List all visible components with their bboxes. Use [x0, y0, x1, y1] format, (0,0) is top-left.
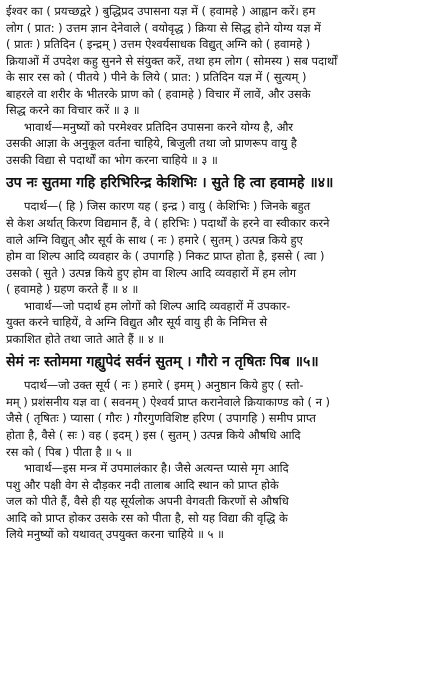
text-line: प्रकाशित होते तथा जाते आते हैं ॥ ४ ॥: [6, 331, 165, 346]
padartha-block-5: [6, 377, 417, 460]
bhavartha-block-4: [6, 298, 417, 348]
text-line: आदि को प्राप्त होकर उसके रस को पीता है, सो यह विद्या की वृद्धि के: [6, 510, 288, 525]
text-line: पशु और पक्षी वेग से दौड़कर नदी तालाब आदि स्थान को प्राप्त होके: [6, 477, 279, 492]
bhavartha-block-3: [6, 119, 417, 169]
text-line: जैसे ( तृषितः ) प्यासा ( गौरः ) गौरगुणविशिष्ट हरिण ( उपागहि ) समीप प्राप्त: [6, 411, 316, 426]
text-line: होम वा शिल्प आदि व्यवहार के ( उपागहि ) निकट प्राप्त होता है, इससे ( त्वा ): [6, 249, 325, 264]
text-line: ( प्रातः ) प्रतिदिन ( इन्द्रम् ) उत्तम ऐश्वर्यसाधक विद्युत् अग्नि को ( हवामहे ): [6, 37, 311, 52]
text-line: भावार्थ—मनुष्यों को परमेश्वर प्रतिदिन उपासना करने योग्य है, और: [24, 119, 294, 134]
mantra-verse-5: सेमं नः स्तोममा गह्युपेदं सर्वनं सुतम् । गौरो न तृषितः पिब ॥५॥: [6, 354, 319, 371]
text-line: उसको ( सुते ) उत्पन्न किये हुए होम वा शिल्प आदि व्यवहारों में हम लोग: [6, 265, 296, 280]
padartha-block-4: [6, 198, 417, 297]
text-line: ईश्वर का ( प्रयच्छद्वरे ) बुद्धिप्रद उपासना यज्ञ में ( हवामहे ) आह्वान करें। हम: [6, 4, 316, 18]
mantra-verse-4: उप नः सुतमा गहि हरिभिरिन्द्र केशिभिः । सुते हि त्वा हवामहे ॥४॥: [6, 175, 334, 192]
bhavartha-block-5: [6, 460, 417, 543]
text-line: पदार्थ—जो उक्त सूर्य ( नः ) हमारे ( इमम् ) अनुष्ठान किये हुए ( स्तो-: [24, 378, 304, 393]
text-line: रस को ( पिब ) पीता है ॥ ५ ॥: [6, 444, 132, 459]
text-line: भावार्थ—इस मन्त्र में उपमालंकार है। जैसे अत्यन्त प्यासे मृग आदि: [24, 461, 289, 476]
padartha-block-3: [6, 3, 417, 119]
text-line: के सार रस को ( पीतये ) पीने के लिये ( प्रात: ) प्रतिदिन यज्ञ में ( सुत्यम् ): [6, 70, 307, 85]
text-line: लिये मनुष्यों को यथावत् उपयुक्त करना चाहिये ॥ ५ ॥: [6, 527, 224, 542]
text-line: युक्त करने चाहियें, वे अग्नि विद्युत और सूर्य वायु ही के निमित्त से: [6, 315, 268, 330]
text-line: क्रियाओं में उपदेश कहु सुनने से संयुक्त करें, तथा हम लोग ( सोमस्य ) सब पदार्थों: [6, 53, 338, 68]
text-line: उसकी विद्या से पदार्थों का भोग करना चाहिये ॥ ३ ॥: [6, 152, 218, 167]
text-line: बाहरले वा शरीर के भीतरके प्राण को ( हवामहे ) विचार में लावें, और उसके: [6, 86, 311, 101]
text-line: ( हवामहे ) ग्रहण करते हैं ॥ ४ ॥: [6, 282, 139, 297]
text-line: मम् ) प्रशंसनीय यज्ञ वा ( सवनम् ) ऐश्वर्य प्राप्त करानेवाले क्रियाकाण्ड को ( न ): [6, 394, 330, 409]
text-line: वाले अग्नि विद्युत् और सूर्य के साथ ( नः ) हमारे ( सुतम् ) उत्पन्न किये हुए: [6, 232, 303, 247]
text-line: उसकी आज्ञा के अनुकूल वर्तना चाहिये, बिजुली तथा जो प्राणरूप वायु है: [6, 136, 297, 151]
text-line: सिद्ध करने का विचार करें ॥ ३ ॥: [6, 103, 140, 118]
text-line: जल को पीते हैं, वैसे ही यह सूर्यलोक अपनी वेगवती किरणों से औषधि: [6, 494, 289, 509]
text-line: होता है, वैसे ( सः ) वह ( इदम् ) इस ( सुतम् ) उत्पन्न किये औषधि आदि: [6, 428, 301, 443]
text-line: से केश अर्थात् किरण विद्यमान हैं, वे ( हरिभिः ) पदार्थों के हरने वा स्वीकार करने: [6, 216, 330, 231]
text-line: भावार्थ—जो पदार्थ हम लोगों को शिल्प आदि व्यवहारों में उपकार-: [24, 298, 291, 313]
text-line: लोग ( प्रात: ) उत्तम ज्ञान देनेवाले ( वयोवृद्ध ) क्रिया से सिद्ध होने योग्य यज्ञ में: [6, 20, 321, 35]
text-line: पदार्थ—( हि ) जिस कारण यह ( इन्द्र ) वायु ( केशिभिः ) जिनके बहुत: [24, 199, 311, 214]
